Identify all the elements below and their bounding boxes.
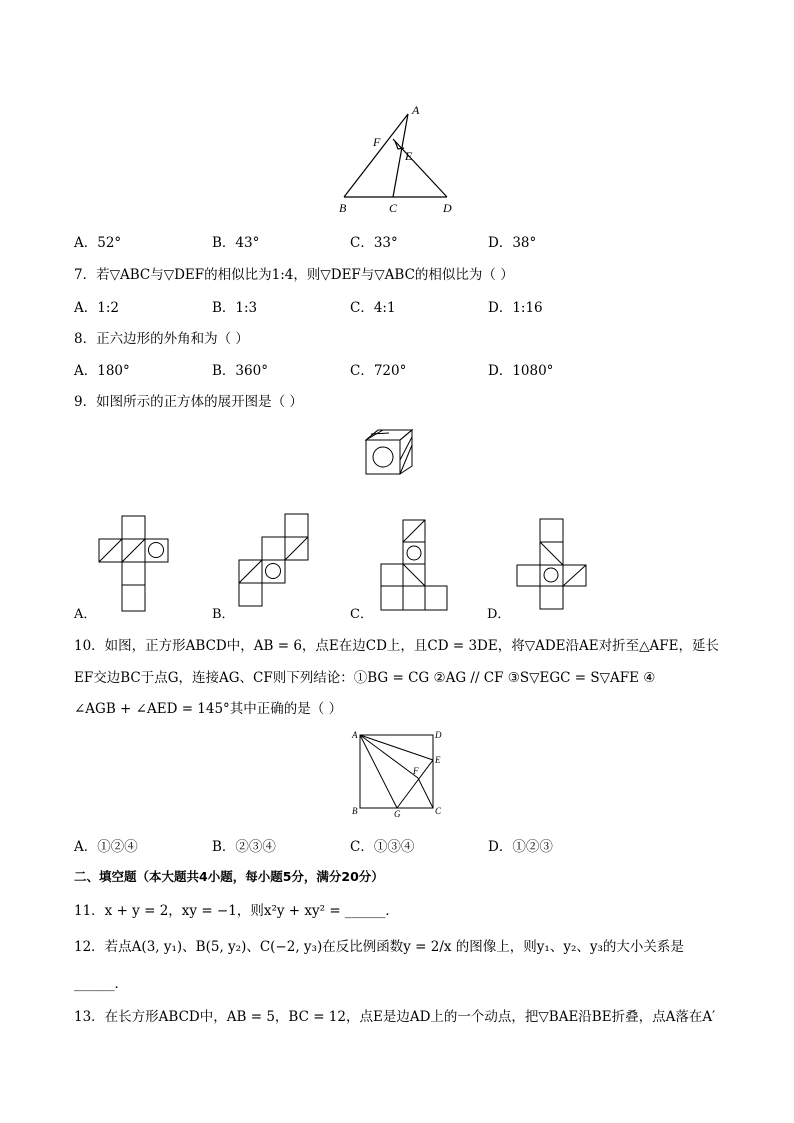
q8-option-c[interactable]: C．720° <box>350 363 407 379</box>
label-D: D <box>443 201 452 215</box>
q6-option-d[interactable]: D．38° <box>488 235 537 251</box>
q8-text: 8．正六边形的外角和为（ ） <box>74 331 249 347</box>
q13-text: 13．在长方形ABCD中，AB = 5，BC = 12，点E是边AD上的一个动点，把▽BAE沿BE折叠，点A落在A′ <box>74 1009 716 1025</box>
label-E: E <box>405 149 413 163</box>
q9-option-d[interactable]: D． <box>487 607 511 622</box>
sq-label-B: B <box>352 806 358 816</box>
label-A: A <box>412 103 420 117</box>
q12-line2: ______． <box>74 976 128 992</box>
q7-option-c[interactable]: C．4:1 <box>350 300 396 316</box>
q7-option-d[interactable]: D．1:16 <box>488 300 543 316</box>
net-c[interactable] <box>376 515 456 615</box>
q7-option-a[interactable]: A．1:2 <box>74 300 119 316</box>
q10-option-a[interactable]: A．①②④ <box>74 839 138 855</box>
sq-label-E: E <box>435 755 441 765</box>
q7-option-b[interactable]: B．1:3 <box>212 300 258 316</box>
q7-options <box>74 296 734 316</box>
label-B: B <box>339 201 347 215</box>
sq-label-F: F <box>413 766 419 776</box>
q6-option-b[interactable]: B．43° <box>212 235 260 251</box>
q7-text: 7．若▽ABC与▽DEF的相似比为1:4，则▽DEF与▽ABC的相似比为（ ） <box>74 267 514 283</box>
sq-label-C: C <box>435 806 442 816</box>
q9-option-b[interactable]: B． <box>212 607 235 622</box>
q10-option-d[interactable]: D．①②③ <box>488 839 553 855</box>
q10-options <box>74 835 734 855</box>
q6-option-c[interactable]: C．33° <box>350 235 398 251</box>
q6-option-a[interactable]: A．52° <box>74 235 122 251</box>
q9-option-a[interactable]: A． <box>74 607 97 622</box>
net-d[interactable] <box>512 515 592 615</box>
q8-option-a[interactable]: A．180° <box>74 363 130 379</box>
q8-option-b[interactable]: B．360° <box>212 363 268 379</box>
net-a[interactable] <box>95 510 175 615</box>
label-F: F <box>373 135 381 149</box>
q11-text: 11．x + y = 2，xy = −1，则x²y + xy² = ______． <box>74 903 399 919</box>
sq-label-G: G <box>394 809 401 818</box>
q10-line3: ∠AGB + ∠AED = 145°其中正确的是（ ） <box>74 701 343 717</box>
q10-option-b[interactable]: B．②③④ <box>212 839 276 855</box>
q10-option-c[interactable]: C．①③④ <box>350 839 415 855</box>
q10-line2: EF交边BC于点G，连接AG、CF则下列结论：①BG = CG ②AG // CF ③S▽EGC = S▽AFE ④ <box>74 670 656 686</box>
q12-line1: 12．若点A(3, y₁)、B(5, y₂)、C(−2, y₃)在反比例函数y = 2/x 的图像上，则y₁、y₂、y₃的大小关系是 <box>74 939 684 955</box>
q10-line1: 10．如图，正方形ABCD中，AB = 6，点E在边CD上，且CD = 3DE，将▽ADE沿AE对折至△AFE，延长 <box>74 638 719 654</box>
sq-label-A: A <box>352 730 358 740</box>
section-2-heading: 二、填空题（本大题共4小题，每小题5分，满分20分） <box>74 869 384 884</box>
label-C: C <box>389 201 398 215</box>
q8-options <box>74 359 734 379</box>
sq-label-D: D <box>435 730 442 740</box>
square-figure <box>348 726 448 818</box>
q9-option-c[interactable]: C． <box>350 607 373 622</box>
q6-options <box>74 231 734 251</box>
triangle-figure <box>330 100 470 220</box>
q9-text: 9．如图所示的正方体的展开图是（ ） <box>74 394 303 410</box>
cube-figure <box>360 428 420 488</box>
q8-option-d[interactable]: D．1080° <box>488 363 554 379</box>
net-b[interactable] <box>235 510 315 610</box>
